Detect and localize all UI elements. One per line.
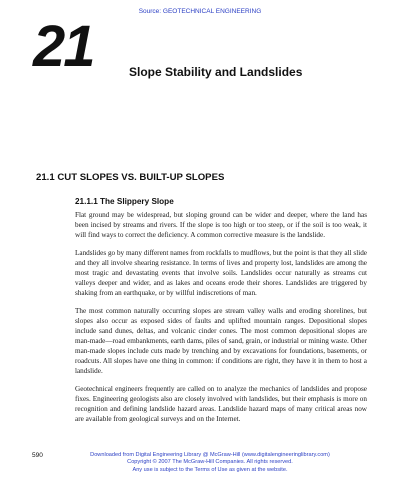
paragraph: Geotechnical engineers frequently are called on to analyze the mechanics of landslides and propose fixes. Engineering geologists also are closely involved with landslides, but their emphasis is more on recognition and defining landslide hazard areas. Landslide hazard maps of many critical areas now are available from geological surveys and on the Internet. — [75, 385, 367, 423]
subsection-heading: 21.1.1 The Slippery Slope — [75, 197, 174, 206]
footer-download-link[interactable]: Downloaded from Digital Engineering Library @ McGraw-Hill (www.digitalengineeringlibrary.com) — [90, 452, 330, 458]
page-number: 590 — [32, 452, 43, 459]
footer-copyright: Copyright © 2007 The McGraw-Hill Companies. All rights reserved. — [127, 459, 293, 466]
source-line: Source: GEOTECHNICAL ENGINEERING — [138, 8, 262, 15]
body-text — [75, 210, 367, 432]
paragraph: Landslides go by many different names from rockfalls to mudflows, but the point is that they all slide and they all involve shearing resistance. In terms of lives and property lost, landslides are among the most tragic and devastating events that involve soils. Landslides occur naturally as streams cut valleys deeper and wider, and as lakes and oceans erode their shores. Landslides are triggered by shaking from an earthquake, or by willful indiscretions of man. — [75, 249, 367, 297]
section-heading: 21.1 CUT SLOPES VS. BUILT-UP SLOPES — [36, 172, 225, 183]
footer-terms-link[interactable]: Any use is subject to the Terms of Use as given at the website. — [132, 466, 288, 473]
paragraph: The most common naturally occurring slopes are stream valley walls and eroding shorelines, but slopes also occur as exposed sides of faults and uplifted mountain ranges. Depositional slopes include sand dunes, deltas, and volcanic cinder cones. The most common depositional slopes are man-made—road embankments, earth dams, piles of sand, grain, or industrial or mining waste. Other man-made slopes include cuts made by trenching and by excavations for foundations, basements, or roadcuts. All slopes have one thing in common: if conditions are right, they have it in them to host a landslide. — [75, 307, 367, 375]
paragraph: Flat ground may be widespread, but sloping ground can be wider and deeper, where the land has been incised by streams and rivers. If the slope is too high or too steep, or if the soil is too weak, it will find ways to correct the deficiency. A common corrective measure is the landslide. — [75, 211, 367, 239]
chapter-title: Slope Stability and Landslides — [129, 65, 303, 79]
chapter-number: 21 — [33, 14, 94, 79]
footer-notice — [60, 452, 360, 474]
